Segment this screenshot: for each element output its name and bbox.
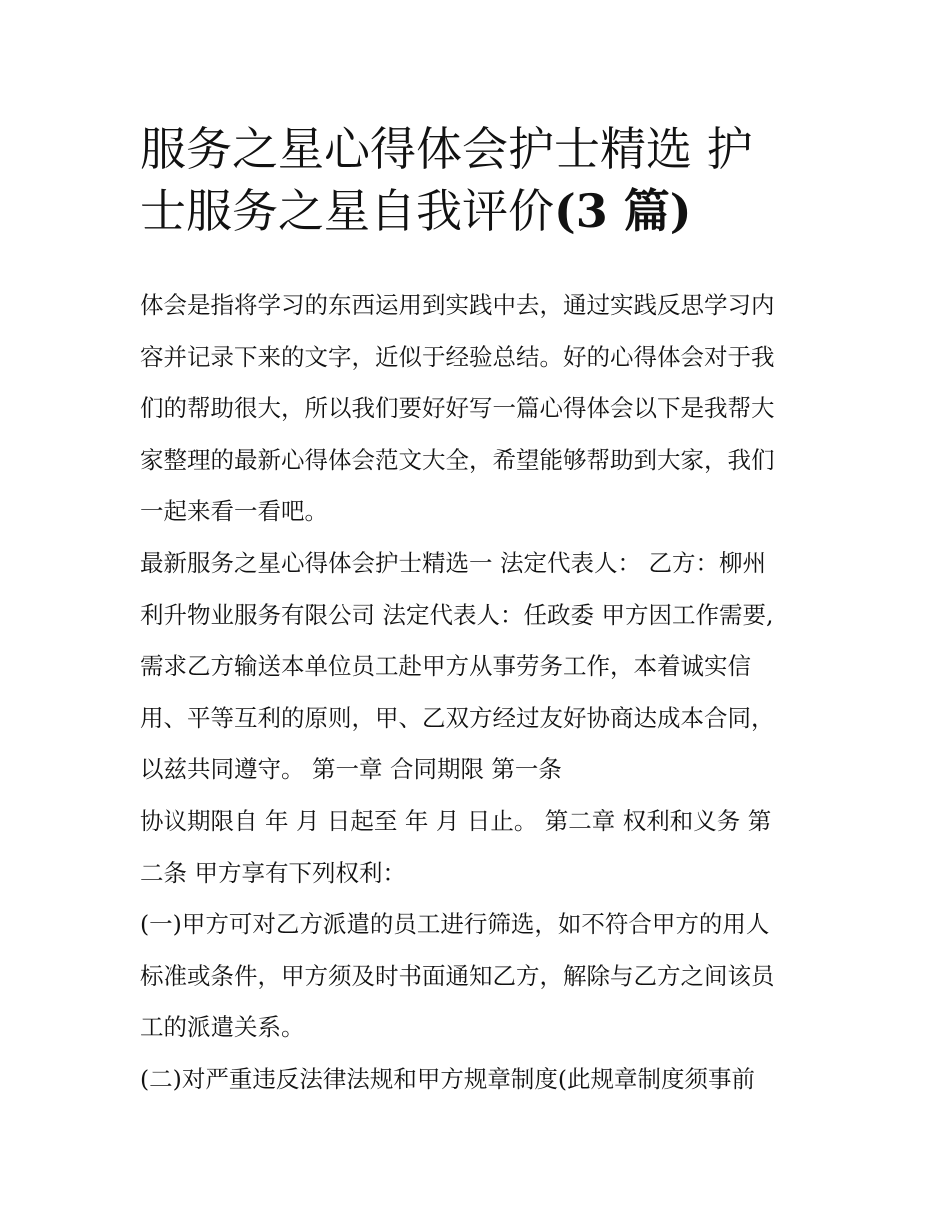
body-line: 标准或条件，甲方须及时书面通知乙方，解除与乙方之间该员 [140, 961, 775, 990]
document-body [140, 280, 830, 1106]
body-line: 协议期限自 年 月 日起至 年 月 日止。 第二章 权利和义务 第 [140, 806, 772, 835]
body-line: (二)对严重违反法律法规和甲方规章制度(此规章制度须事前 [140, 1064, 756, 1093]
title-line-2 [140, 180, 830, 242]
body-line: 家整理的最新心得体会范文大全，希望能够帮助到大家，我们 [140, 445, 775, 474]
body-line: 工的派遣关系。 [140, 1013, 305, 1042]
title-line-1: 服务之星心得体会护士精选 护 [140, 122, 753, 176]
body-line: 容并记录下来的文字，近似于经验总结。好的心得体会对于我 [140, 342, 775, 371]
document-title [140, 118, 830, 242]
body-line: 以兹共同遵守。 第一章 合同期限 第一条 [140, 755, 562, 784]
body-line: 利升物业服务有限公司 法定代表人：任政委 甲方因工作需要, [140, 600, 774, 629]
title-line-2-main: 士服务之星自我评价 [140, 184, 554, 238]
body-line: 体会是指将学习的东西运用到实践中去，通过实践反思学习内 [140, 291, 775, 319]
body-line: 用、平等互利的原则，甲、乙双方经过友好协商达成本合同， [140, 703, 775, 732]
body-line: 最新服务之星心得体会护士精选一 法定代表人： 乙方：柳州 [140, 548, 766, 577]
title-line-2-count: (3 篇) [554, 184, 692, 238]
body-line: 们的帮助很大，所以我们要好好写一篇心得体会以下是我帮大 [140, 394, 775, 423]
body-line: 需求乙方输送本单位员工赴甲方从事劳务工作，本着诚实信 [140, 652, 751, 681]
body-line: 二条 甲方享有下列权利： [140, 858, 406, 887]
body-line: 一起来看一看吧。 [140, 497, 328, 526]
body-line: (一)甲方可对乙方派遣的员工进行筛选，如不符合甲方的用人 [140, 910, 770, 939]
